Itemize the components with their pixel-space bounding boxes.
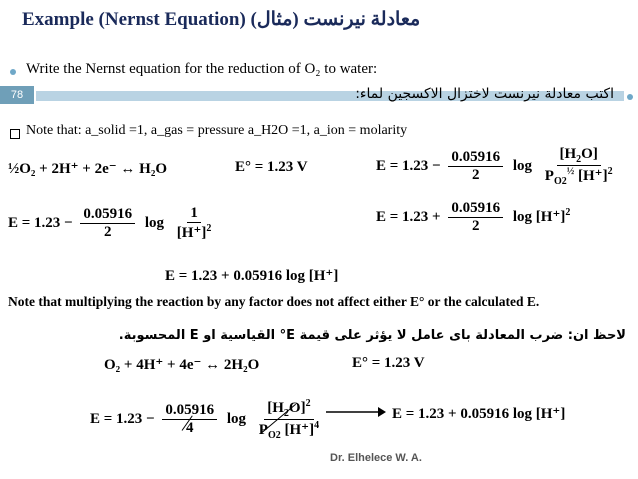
standard-potential-1: E° = 1.23 V	[235, 159, 308, 175]
reaction-1: ½O₂ + 2H⁺ + 2e⁻ ↔ H₂O	[8, 161, 168, 177]
bullet-text: Write the Nernst equation for the reduction of O₂ to water:	[26, 61, 378, 77]
note-english: Note that multiplying the reaction by any factor does not affect either E° or the calculated E.	[8, 294, 540, 309]
note-activities: Note that: a_solid =1, a_gas = pressure a_H2O =1, a_ion = molarity	[26, 123, 408, 138]
author: Dr. Elhelece W. A.	[330, 452, 422, 464]
nernst-final-2: E = 1.23 + 0.05916 log [H⁺]	[392, 406, 566, 422]
page-number: 78	[0, 86, 34, 104]
nernst-full: E = 1.23 − $\frac{0.05916}{2}$ log $\frac{[H_2O]}{P_{O2}^{\frac{1}{2}} [H^+]^2}$	[376, 146, 613, 187]
page-title: Example (Nernst Equation) (مثال) معادلة نيرنست	[22, 9, 421, 30]
note-arabic: لاحظ ان: ضرب المعادلة باى عامل لا يؤثر على قيمة E° القياسية او E المحسوبة.	[118, 328, 626, 343]
arrow-icon	[326, 405, 386, 419]
bullet-dot	[10, 69, 16, 75]
reaction-2: O₂ + 4H⁺ + 4e⁻ ↔ 2H₂O	[104, 357, 260, 373]
standard-potential-2: E° = 1.23 V	[352, 355, 425, 371]
nernst-final-1: E = 1.23 + 0.05916 log [H⁺]	[165, 268, 339, 284]
checkbox-bullet	[10, 129, 20, 139]
arabic-instruction: اكتب معادلة نيرنست لاختزال الاكسجين لماء:	[355, 86, 614, 102]
nernst-full-2: E = 1.23 − $\frac{0.05916}{4}$ log $\frac{[H_2O]^2}{P_{O2} [H^+]^4}$	[90, 398, 320, 441]
nernst-simplified-b: E = 1.23 + $\frac{0.05916}{2}$ $\log [H^+]^2$	[376, 200, 571, 234]
nernst-simplified-a: E = 1.23 − $\frac{0.05916}{2}$ log $\frac{1}{[H^+]^2}$	[8, 205, 212, 241]
bullet-dot-right	[627, 94, 633, 100]
